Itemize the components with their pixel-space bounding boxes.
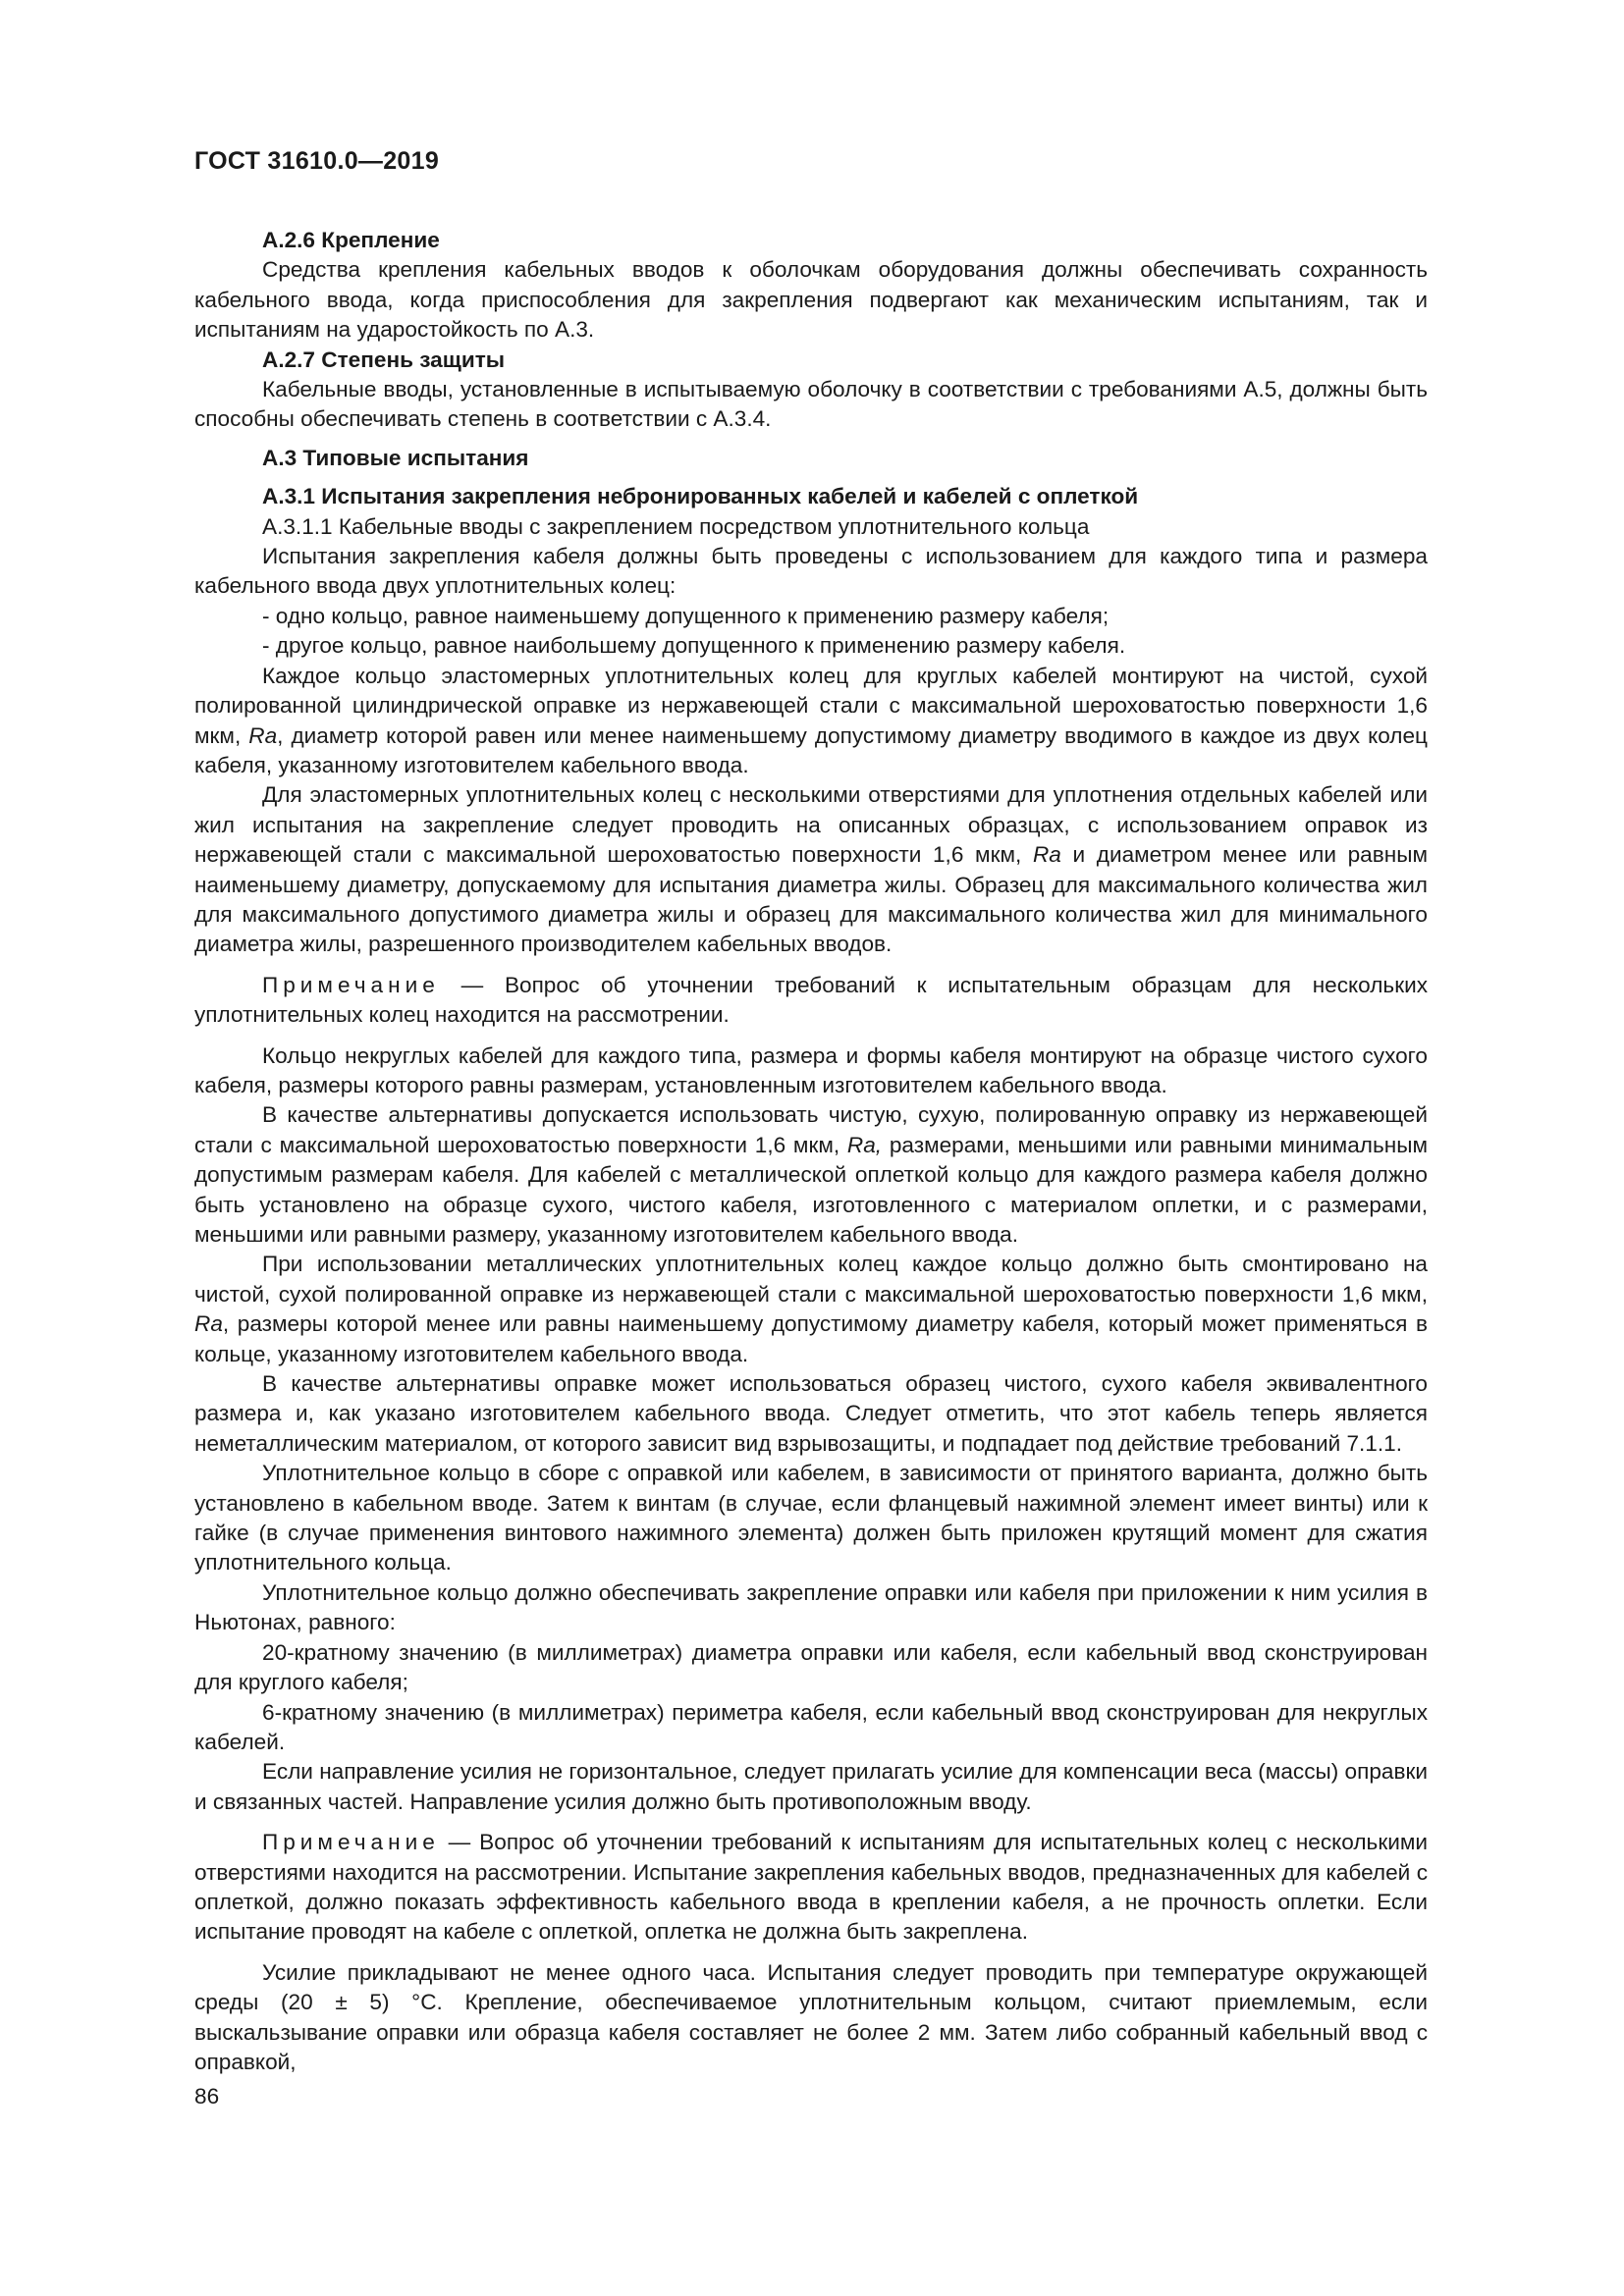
heading-a-3-1: А.3.1 Испытания закрепления небронированных кабелей и кабелей с оплеткой	[262, 484, 1139, 509]
heading-a-2-7: А.2.7 Степень защиты	[262, 347, 506, 372]
list-item: - другое кольцо, равное наибольшему допущенного к применению размеру кабеля.	[262, 633, 1126, 659]
heading-a-3: А.3 Типовые испытания	[262, 445, 529, 470]
subheading-a-3-1-1: А.3.1.1 Кабельные вводы с закреплением посредством уплотнительного кольца	[262, 513, 1090, 539]
heading-a-2-6: A.2.6 Крепление	[262, 228, 440, 252]
paragraph	[194, 1250, 1428, 1369]
list-item: - одно кольцо, равное наименьшему допущенного к применению размеру кабеля;	[262, 603, 1110, 628]
paragraph: Если направление усилия не горизонтальное, следует прилагать усилие для компенсации веса (массы) оправки и связанных частей. Направление усилия должно быть противоположным вводу.	[194, 1759, 1428, 1814]
paragraph: 20-кратному значению (в миллиметрах) диаметра оправки или кабеля, если кабельный ввод сконструирован для круглого кабеля;	[194, 1639, 1428, 1695]
paragraph	[194, 780, 1428, 959]
text-run: размерами, меньшими или равными минимальным допустимым размерам кабеля. Для кабелей с металлической оплеткой кольцо для каждого размера кабеля должно быть установлено на образце сухого, чистого кабеля, изготовленного с материалом оплетки, и с размерами, меньшими или равными размеру, указанному изготовителем кабельного ввода.	[194, 1132, 1428, 1247]
text-run: В качестве альтернативы допускается использовать чистую, сухую, полированную оправку из нержавеющей стали с максимальной шероховатостью поверхности 1,6 мкм,	[194, 1102, 1428, 1157]
note-2	[194, 1828, 1428, 1948]
paragraph: Усилие прикладывают не менее одного часа. Испытания следует проводить при температуре окружающей среды (20 ± 5) °С. Крепление, обеспечиваемое уплотнительным кольцом, считают приемлемым, если выскальзывание оправки или образца кабеля составляет не более 2 мм. Затем либо собранный кабельный ввод с оправкой,	[194, 1959, 1428, 2074]
ra-symbol: Ra	[1032, 842, 1061, 868]
text-run: Для эластомерных уплотнительных колец с несколькими отверстиями для уплотнения отдельных кабелей или жил испытания на закрепление следует проводить на описанных образцах, с использованием оправок из нержавеющей стали с максимальной шероховатостью поверхности 1,6 мкм,	[194, 782, 1428, 868]
ra-symbol: Ra	[194, 1311, 223, 1337]
note-label: Примечание	[262, 1830, 440, 1855]
note-label: Примечание	[262, 972, 440, 997]
paragraph: 6-кратному значению (в миллиметрах) периметра кабеля, если кабельный ввод сконструирован для некруглых кабелей.	[194, 1699, 1428, 1754]
text-run: и диаметром менее или равным наименьшему диаметру, допускаемому для испытания диаметра жилы. Образец для максимального количества жил для максимального допустимого диаметра жилы и образец для максимального количества жил для минимального диаметра жилы, разрешенного производителем кабельных вводов.	[194, 842, 1428, 957]
ra-symbol: Ra	[248, 722, 278, 748]
document-code-header: ГОСТ 31610.0—2019	[194, 147, 440, 175]
text-run: , диаметр которой равен или менее наименьшему допустимому диаметру вводимого в каждое из двух колец кабеля, указанному изготовителем кабельного ввода.	[194, 722, 1428, 777]
page-number: 86	[194, 2084, 220, 2109]
paragraph: Средства крепления кабельных вводов к оболочкам оборудования должны обеспечивать сохранность кабельного ввода, когда приспособления для закрепления подвергают как механическим испытаниям, так и испытаниям на ударостойкость по А.3.	[194, 257, 1428, 343]
paragraph: Уплотнительное кольцо в сборе с оправкой или кабелем, в зависимости от принятого варианта, должно быть установлено в кабельном вводе. Затем к винтам (в случае, если фланцевый нажимной элемент имеет винты) или к гайке (в случае применения винтового нажимного элемента) должен быть приложен крутящий момент для сжатия уплотнительного кольца.	[194, 1461, 1428, 1575]
paragraph: Уплотнительное кольцо должно обеспечивать закрепление оправки или кабеля при приложении к ним усилия в Ньютонах, равного:	[194, 1579, 1428, 1635]
note-text: — Вопрос об уточнении требований к испытаниям для испытательных колец с несколькими отверстиями находится на рассмотрении. Испытание закрепления кабельных вводов, предназначенных для кабелей с оплеткой, должно показать эффективность кабельного ввода в креплении кабеля, а не прочность оплетки. Если испытание проводят на кабеле с оплеткой, оплетка не должна быть закреплена.	[194, 1830, 1428, 1945]
paragraph: Кабельные вводы, установленные в испытываемую оболочку в соответствии с требованиями А.5, должны быть способны обеспечивать степень в соответствии с А.3.4.	[194, 377, 1428, 432]
note-text: — Вопрос об уточнении требований к испытательным образцам для нескольких уплотнительных колец находится на рассмотрении.	[194, 972, 1428, 1028]
text-run: , размеры которой менее или равны наименьшему допустимому диаметру кабеля, который может применяться в кольце, указанному изготовителем кабельного ввода.	[194, 1311, 1428, 1366]
note-1	[194, 971, 1428, 1031]
text-run: При использовании металлических уплотнительных колец каждое кольцо должно быть смонтировано на чистой, сухой полированной оправке из нержавеющей стали с максимальной шероховатостью поверхности 1,6 мкм,	[194, 1252, 1428, 1307]
paragraph: Кольцо некруглых кабелей для каждого типа, размера и формы кабеля монтируют на образце чистого сухого кабеля, размеры которого равны размерам, установленным изготовителем кабельного ввода.	[194, 1042, 1428, 1097]
paragraph: В качестве альтернативы оправке может использоваться образец чистого, сухого кабеля эквивалентного размера и, как указано изготовителем кабельного ввода. Следует отметить, что этот кабель теперь является неметаллическим материалом, от которого зависит вид взрывозащиты, и подпадает под действие требований 7.1.1.	[194, 1371, 1428, 1456]
ra-symbol: Ra,	[846, 1132, 883, 1157]
paragraph	[194, 1100, 1428, 1250]
paragraph: Испытания закрепления кабеля должны быть проведены с использованием для каждого типа и размера кабельного ввода двух уплотнительных колец:	[194, 544, 1428, 599]
document-body	[194, 226, 1428, 2077]
text-run: Каждое кольцо эластомерных уплотнительных колец для круглых кабелей монтируют на чистой, сухой полированной цилиндрической оправке из нержавеющей стали с максимальной шероховатостью поверхности 1,6 мкм,	[194, 663, 1428, 748]
paragraph	[194, 662, 1428, 781]
